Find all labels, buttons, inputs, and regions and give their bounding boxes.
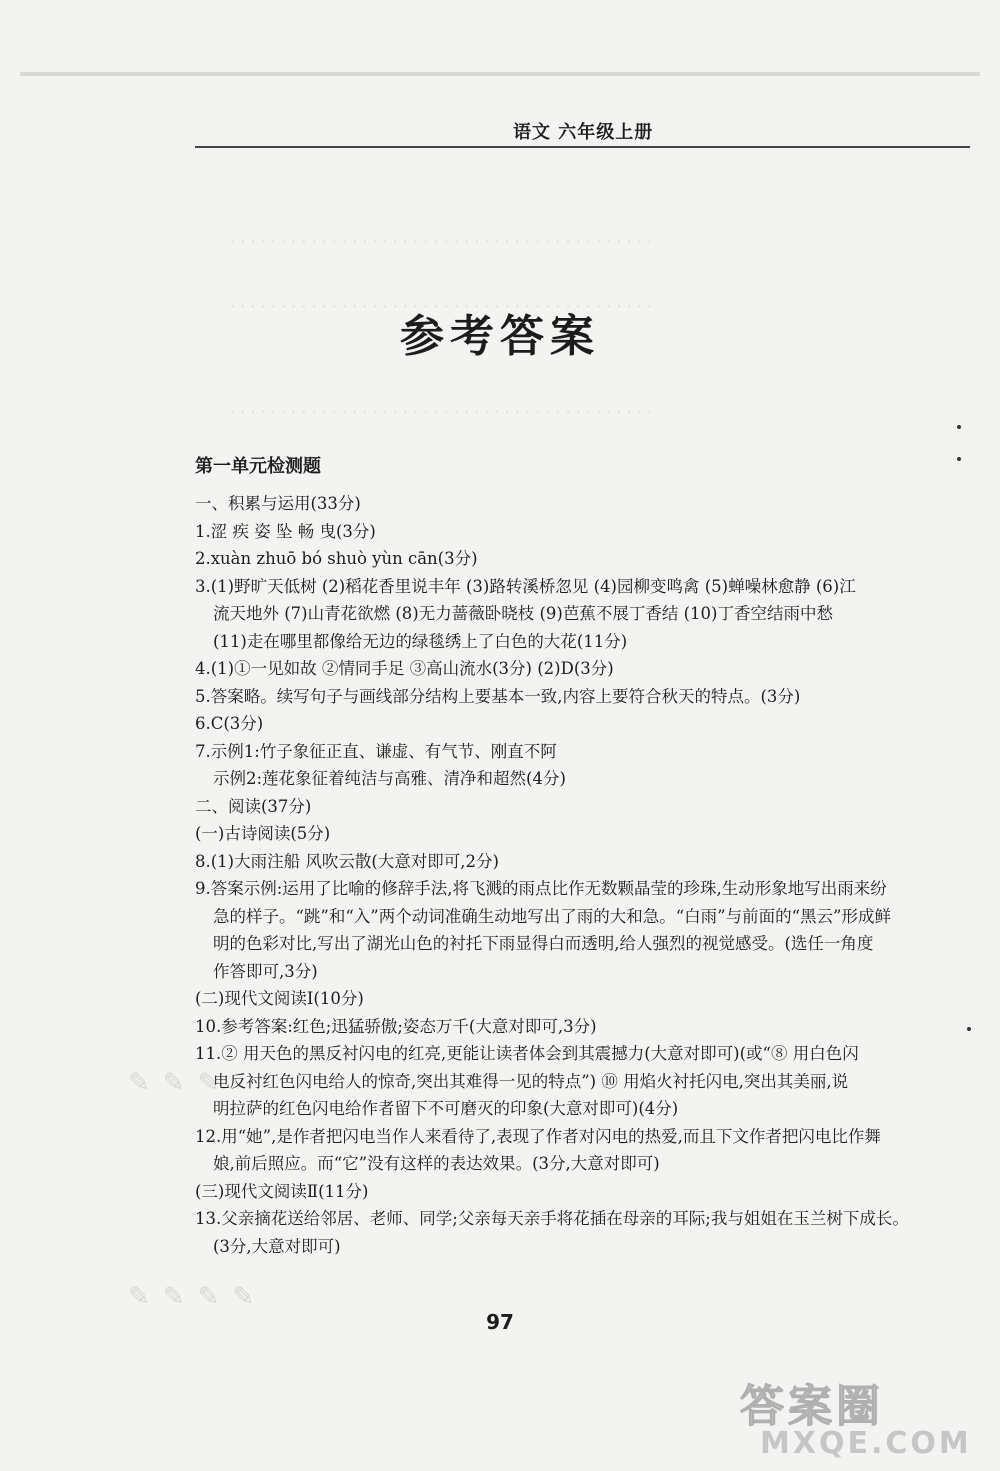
content-line: 7.示例1:竹子象征正直、谦虚、有气节、刚直不阿 <box>195 741 557 761</box>
bleed-through-text: · · · · · · · · · · · · · · · · · · · · · · · · · · · · · · · · · · · · · · · · · · <box>230 232 653 251</box>
content-line: (三)现代文阅读Ⅱ(11分) <box>195 1181 369 1201</box>
content-line: (11)走在哪里都像给无边的绿毯绣上了白色的大花(11分) <box>213 631 628 651</box>
content-line: 5.答案略。续写句子与画线部分结构上要基本一致,内容上要符合秋天的特点。(3分) <box>195 686 801 706</box>
watermark-url-text: MXQE.COM <box>760 1426 972 1461</box>
content-line: 示例2:莲花象征着纯洁与高雅、清净和超然(4分) <box>213 769 566 788</box>
section-title: 第一单元检测题 <box>195 456 321 477</box>
content-line: 6.C(3分) <box>195 714 264 733</box>
content-line: 娘,前后照应。而“它”没有这样的表达效果。(3分,大意对即可) <box>213 1154 660 1173</box>
page-header <box>195 118 970 148</box>
watermark-logo-text: 答案圈 <box>740 1381 884 1432</box>
header-text: 语文 六年级上册 <box>513 122 654 143</box>
content-line: 12.用“她”,是作者把闪电当作人来看待了,表现了作者对闪电的热爱,而且下文作者把闪电比作舞 <box>195 1126 881 1146</box>
content-line: 8.(1)大雨注船 风吹云散(大意对即可,2分) <box>195 851 499 871</box>
page-number: 97 <box>486 1310 514 1334</box>
scan-dot <box>957 457 961 461</box>
content-line: 二、阅读(37分) <box>195 796 312 816</box>
bleed-through-text: · · · · · · · · · · · · · · · · · · · · · · · · · · · · · · · · · · · · · · · · · · <box>230 402 653 421</box>
scan-dot <box>957 425 961 429</box>
content-line: 1.涩 疾 姿 坠 畅 曳(3分) <box>195 521 376 541</box>
content-line: (一)古诗阅读(5分) <box>195 824 331 843</box>
bleed-through-text: · · · · · · · · · · · · · · · · · · · · · · · · · · · · · · · · · · · · · · · · · · <box>230 297 653 316</box>
site-watermark <box>740 1370 985 1465</box>
content-line: 4.(1)①一见如故 ②情同手足 ③高山流水(3分) (2)D(3分) <box>195 659 614 678</box>
content-line: 2.xuàn zhuō bó shuò yùn cān(3分) <box>195 549 478 568</box>
content-line: (3分,大意对即可) <box>213 1236 341 1256</box>
content-line: 一、积累与运用(33分) <box>195 494 361 513</box>
content-line: (二)现代文阅读Ⅰ(10分) <box>195 989 364 1008</box>
page-title: 参考答案 <box>400 311 600 362</box>
content-line: 明的色彩对比,写出了湖光山色的衬托下雨显得白而透明,给人强烈的视觉感受。(选任一角度 <box>213 934 874 953</box>
content-line: 10.参考答案:红色;迅猛骄傲;姿态万千(大意对即可,3分) <box>195 1016 597 1036</box>
content-line: 明拉萨的红色闪电给作者留下不可磨灭的印象(大意对即可)(4分) <box>213 1099 679 1118</box>
answer-content <box>195 490 945 1260</box>
content-line: 9.答案示例:运用了比喻的修辞手法,将飞溅的雨点比作无数颗晶莹的珍珠,生动形象地写出雨来纷 <box>195 879 887 898</box>
faint-stamp-mark: ✎ ✎ ✎ ✎ <box>128 1282 257 1312</box>
content-line: 13.父亲摘花送给邻居、老师、同学;父亲每天亲手将花插在母亲的耳际;我与姐姐在玉兰树下成长。 <box>195 1209 909 1228</box>
scan-edge-shadow <box>20 72 980 76</box>
faint-stamp-mark: ✎ ✎ ✎ <box>128 1068 222 1098</box>
scan-dot <box>967 1027 971 1031</box>
content-line: 11.② 用天色的黑反衬闪电的红亮,更能让读者体会到其震撼力(大意对即可)(或“⑧ 用白色闪 <box>195 1044 859 1063</box>
content-line: 流天地外 (7)山青花欲燃 (8)无力蔷薇卧晓枝 (9)芭蕉不展丁香结 (10)丁香空结雨中愁 <box>213 604 833 623</box>
content-line: 作答即可,3分) <box>213 961 318 981</box>
content-line: 急的样子。“跳”和“入”两个动词准确生动地写出了雨的大和急。“白雨”与前面的“黑云”形成鲜 <box>213 906 891 926</box>
content-line: 3.(1)野旷天低树 (2)稻花香里说丰年 (3)路转溪桥忽见 (4)园柳变鸣禽 (5)蝉噪林愈静 (6)江 <box>195 576 856 596</box>
content-line: 电反衬红色闪电给人的惊奇,突出其难得一见的特点”) ⑩ 用焰火衬托闪电,突出其美丽,说 <box>213 1071 849 1091</box>
